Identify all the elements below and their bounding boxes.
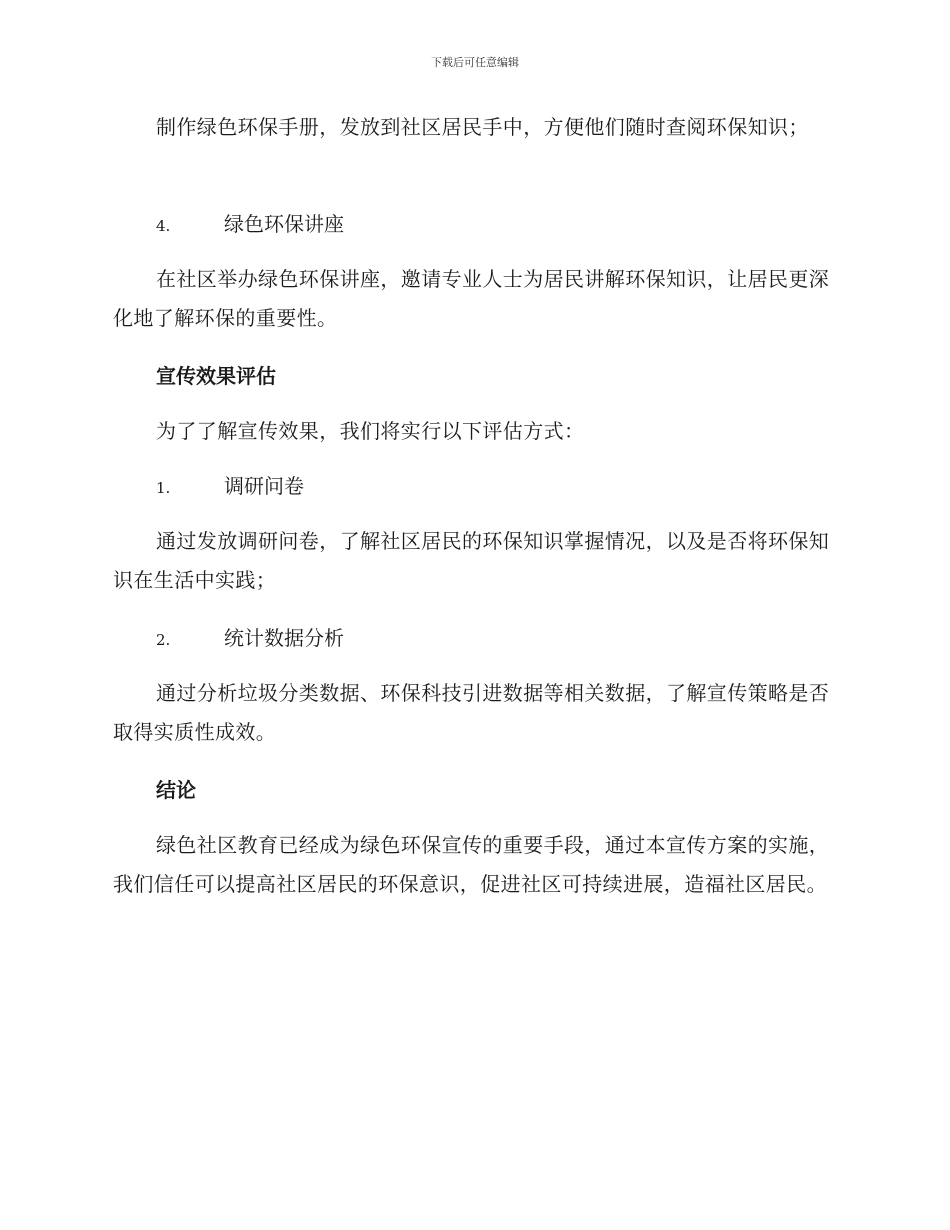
- paragraph-lecture: 在社区举办绿色环保讲座，邀请专业人士为居民讲解环保知识，让居民更深化地了解环保的重要性。: [113, 267, 830, 330]
- page-header: 下载后可任意编辑: [431, 56, 519, 69]
- list-number: 1.: [156, 479, 171, 497]
- list-item-survey: [156, 472, 304, 502]
- list-label: 绿色环保讲座: [224, 212, 344, 236]
- list-label: 统计数据分析: [224, 626, 344, 650]
- section-heading-conclusion: 结论: [156, 778, 196, 802]
- list-number: 2.: [156, 631, 171, 649]
- paragraph-statistics: 通过分析垃圾分类数据、环保科技引进数据等相关数据，了解宣传策略是否取得实质性成效。: [113, 681, 830, 744]
- paragraph-handbook: 制作绿色环保手册，发放到社区居民手中，方便他们随时查阅环保知识；: [156, 115, 809, 139]
- list-item-statistics: [156, 624, 344, 654]
- list-number: 4.: [156, 217, 171, 235]
- paragraph-evaluation-intro: 为了了解宣传效果，我们将实行以下评估方式：: [156, 419, 585, 443]
- section-heading-evaluation: 宣传效果评估: [156, 364, 276, 388]
- paragraph-survey: 通过发放调研问卷，了解社区居民的环保知识掌握情况，以及是否将环保知识在生活中实践；: [113, 529, 830, 592]
- paragraph-conclusion: 绿色社区教育已经成为绿色环保宣传的重要手段，通过本宣传方案的实施，我们信任可以提高社区居民的环保意识，促进社区可持续进展，造福社区居民。: [113, 833, 830, 896]
- list-label: 调研问卷: [224, 474, 304, 498]
- list-item-lecture: [156, 210, 344, 240]
